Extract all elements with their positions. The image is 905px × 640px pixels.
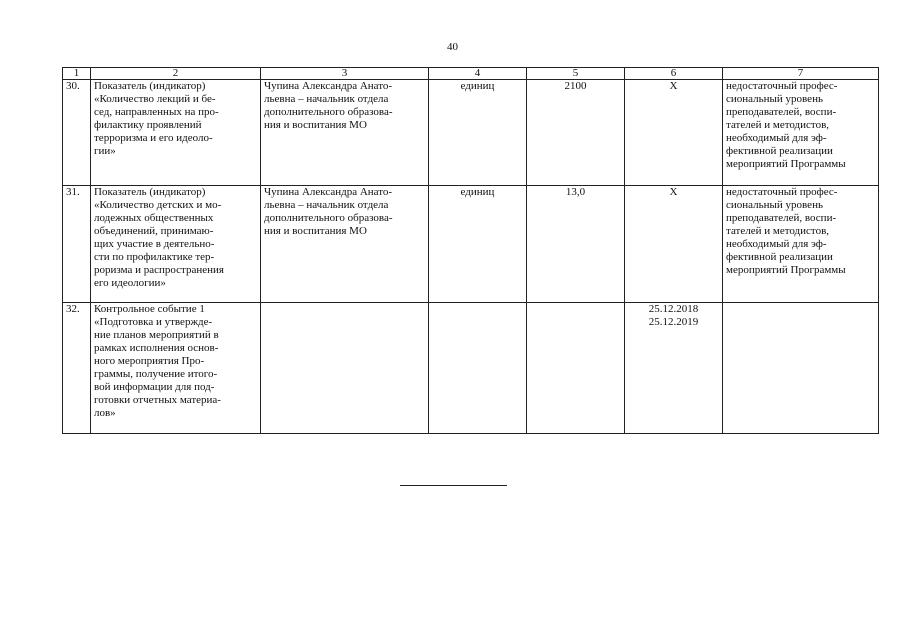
responsible-cell-line: льевна – начальник отдела [264, 93, 389, 105]
responsible-cell-line: льевна – начальник отдела [264, 199, 389, 211]
risk-cell-line: необходимый для эф- [726, 132, 827, 144]
indicator-cell-line: лов» [94, 407, 116, 419]
risk-cell-line: фективной реализации [726, 251, 833, 263]
indicator-cell-line: терроризма и его идеоло- [94, 132, 213, 144]
table-row [63, 186, 879, 303]
indicator-cell [91, 186, 261, 303]
unit-cell: единиц [429, 186, 527, 303]
indicator-cell-line: лодежных общественных [94, 212, 214, 224]
indicator-cell-line: рамках исполнения основ- [94, 342, 219, 354]
deadline-cell [625, 80, 723, 186]
indicator-cell-line: его идеологии» [94, 277, 166, 289]
deadline-cell-line: 25.12.2018 [648, 303, 699, 315]
responsible-cell-line: Чупина Александра Анато- [264, 80, 393, 92]
risk-cell [723, 186, 879, 303]
risk-cell-line: преподавателей, воспи- [726, 106, 837, 118]
risk-cell-line: недостаточный профес- [726, 80, 838, 92]
risk-cell [723, 80, 879, 186]
indicator-cell-line: ние планов мероприятий в [94, 329, 219, 341]
deadline-cell [625, 303, 723, 434]
indicator-cell-line: роризма и распространения [94, 264, 224, 276]
risk-cell-line: мероприятий Программы [726, 158, 846, 170]
header-col-3: 3 [261, 68, 429, 80]
responsible-cell-line: дополнительного образова- [264, 106, 393, 118]
responsible-cell [261, 186, 429, 303]
indicator-cell-line: граммы, получение итого- [94, 368, 218, 380]
responsible-cell-line: Чупина Александра Анато- [264, 186, 393, 198]
value-cell: 13,0 [527, 186, 625, 303]
indicator-cell-line: филактику проявлений [94, 119, 202, 131]
indicator-cell-line: гии» [94, 145, 116, 157]
header-col-5: 5 [527, 68, 625, 80]
value-cell: 2100 [527, 80, 625, 186]
risk-cell-line: мероприятий Программы [726, 264, 846, 276]
risk-cell-line: сиональный уровень [726, 93, 823, 105]
unit-cell: единиц [429, 80, 527, 186]
header-col-4: 4 [429, 68, 527, 80]
indicator-cell-line: ного мероприятия Про- [94, 355, 205, 367]
responsible-cell [261, 80, 429, 186]
bottom-divider [400, 485, 507, 486]
indicator-cell-line: «Количество детских и мо- [94, 199, 222, 211]
indicator-cell-line: Контрольное событие 1 [94, 303, 205, 315]
indicator-cell-line: сти по профилактике тер- [94, 251, 215, 263]
indicator-cell-line: щих участие в деятельно- [94, 238, 215, 250]
risk-cell-line: тателей и методистов, [726, 119, 830, 131]
risk-cell-line: фективной реализации [726, 145, 833, 157]
table-row [63, 80, 879, 186]
row-number: 32. [63, 303, 91, 434]
indicator-cell-line: Показатель (индикатор) [94, 80, 206, 92]
indicator-cell-line: «Подготовка и утвержде- [94, 316, 213, 328]
value-cell [527, 303, 625, 434]
risk-cell-line: преподавателей, воспи- [726, 212, 837, 224]
deadline-cell-line: 25.12.2019 [648, 316, 699, 328]
risk-cell-line: недостаточный профес- [726, 186, 838, 198]
responsible-cell-line: дополнительного образова- [264, 212, 393, 224]
indicator-cell-line: «Количество лекций и бе- [94, 93, 216, 105]
row-number: 31. [63, 186, 91, 303]
header-col-2: 2 [91, 68, 261, 80]
deadline-cell [625, 186, 723, 303]
responsible-cell-line: ния и воспитания МО [264, 119, 367, 131]
indicator-cell [91, 80, 261, 186]
header-col-6: 6 [625, 68, 723, 80]
header-row [63, 68, 879, 80]
risk-cell-line: тателей и методистов, [726, 225, 830, 237]
responsible-cell-line: ния и воспитания МО [264, 225, 367, 237]
indicator-cell-line: объединений, принимаю- [94, 225, 214, 237]
program-indicators-table [62, 67, 879, 434]
risk-cell-line: сиональный уровень [726, 199, 823, 211]
header-col-1: 1 [63, 68, 91, 80]
indicator-cell-line: Показатель (индикатор) [94, 186, 206, 198]
risk-cell-line: необходимый для эф- [726, 238, 827, 250]
responsible-cell [261, 303, 429, 434]
risk-cell [723, 303, 879, 434]
header-col-7: 7 [723, 68, 879, 80]
indicator-cell [91, 303, 261, 434]
indicator-cell-line: вой информации для под- [94, 381, 215, 393]
unit-cell [429, 303, 527, 434]
page-number: 40 [447, 41, 458, 53]
deadline-cell-line: X [669, 186, 678, 198]
indicator-cell-line: готовки отчетных материа- [94, 394, 221, 406]
table-row [63, 303, 879, 434]
deadline-cell-line: X [669, 80, 678, 92]
indicator-cell-line: сед, направленных на про- [94, 106, 219, 118]
row-number: 30. [63, 80, 91, 186]
